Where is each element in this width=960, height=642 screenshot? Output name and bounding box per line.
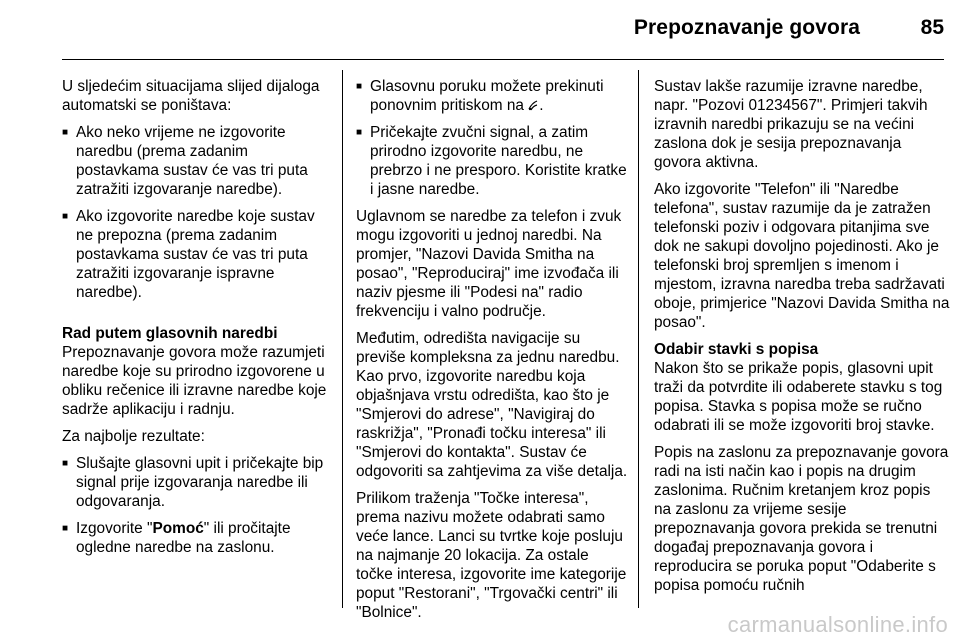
list-item [356, 123, 628, 199]
list-item [62, 123, 334, 199]
list-item-text [370, 77, 628, 115]
section-heading: Odabir stavki s popisa [654, 341, 819, 358]
paragraph: Prilikom traženja "Točke interesa", prema nazivu možete odabrati samo veće lance. Lanci su tvrtke koje posluju na najmanje 20 lokacija. Za ostale točke interesa, izgovorite ime kategorije poput "Restorani", "Trgovački centri" ili "Bolnice". [356, 490, 627, 621]
page-title: Prepoznavanje govora [633, 16, 860, 39]
voice-button-icon [528, 98, 539, 113]
column-3 [654, 77, 950, 612]
paragraph: Nakon što se prikaže popis, glasovni upit traži da potvrdite ili odaberete stavku s tog popisa. Stavka s popisa može se ručno odabrati ili se može izgovoriti broj stavke. [654, 360, 943, 434]
bullet-icon: ■ [62, 211, 69, 222]
page-number: 85 [920, 16, 944, 39]
list-item [62, 519, 334, 557]
list-item-text: Slušajte glasovni upit i pričekajte bip signal prije izgovaranja naredbe ili odgovaranja. [76, 455, 324, 510]
paragraph: Uglavnom se naredbe za telefon i zvuk mogu izgovoriti u jednoj naredbi. Na promjer, "Nazovi Davida Smitha na posao", "Reproduciraj" ime izvođača ili naziv pjesme ili "Podesi na" radio frekvenciju i valno područje. [356, 208, 622, 320]
paragraph: Ako izgovorite "Telefon" ili "Naredbe telefona", sustav razumije da je zatražen telefonski poziv i odgovara pitanjima sve dok ne sakupi dovoljno pojedinosti. Ako je telefonski broj spremljen s imenom i mjestom, izravna naredba treba sadržavati oboje, primjerice "Nazovi Davida Smitha na posao". [654, 181, 950, 331]
list-item [62, 207, 334, 302]
watermark: carmanualsonline.info [727, 612, 948, 637]
list-item-text [76, 519, 334, 557]
column-2 [356, 77, 628, 621]
paragraph: Popis na zaslonu za prepoznavanje govora radi na isti način kao i popis na drugim zaslonima. Ručnim kretanjem kroz popis na zaslonu za vrijeme sesije prepoznavanja govora prekida se trenutni događaj prepoznavanja govora i reproducira se poruka poput "Odaberite s popisa pomoću ručnih [654, 444, 949, 594]
paragraph: Prepoznavanje govora može razumjeti naredbe koje su prirodno izgovorene u obliku rečenice ili izravne naredbe koje sadrže aplikaciju i radnju. [62, 344, 327, 418]
list-item-text: Ako izgovorite naredbe koje sustav ne prepozna (prema zadanim postavkama sustav će vas tri puta zatražiti izgovaranje ispravne naredbe). [76, 208, 315, 301]
bullet-icon: ■ [62, 523, 69, 534]
text-fragment: Izgovorite " [76, 520, 153, 537]
bullet-icon: ■ [62, 127, 69, 138]
section-heading: Rad putem glasovnih naredbi [62, 325, 278, 342]
text-fragment: . [539, 97, 544, 114]
bullet-icon: ■ [62, 458, 69, 469]
list-item-text: Ako neko vrijeme ne izgovorite naredbu (prema zadanim postavkama sustav će vas tri puta zatražiti izgovaranje naredbe). [76, 124, 308, 198]
bullet-icon: ■ [356, 81, 363, 92]
paragraph: Za najbolje rezultate: [62, 428, 205, 445]
text-fragment: " ili pročitajte ogledne naredbe na zaslonu. [76, 520, 291, 556]
intro-paragraph: U sljedećim situacijama slijed dijaloga automatski se poništava: [62, 78, 320, 114]
paragraph: Međutim, odredišta navigacije su previše kompleksna za jednu naredbu. Kao prvo, izgovorite naredbu koja objašnjava vrstu odredišta, kao što je "Smjerovi do adrese", "Navigiraj do raskrižja", "Pronađi točku interesa" ili "Smjerovi do kontakta". Sustav će odgovoriti sa zahtjevima za više detalja. [356, 330, 628, 480]
list-item [356, 77, 628, 115]
bullet-icon: ■ [356, 127, 363, 138]
list-item [62, 454, 334, 511]
text-fragment: Glasovnu poruku možete prekinuti ponovnim pritiskom na [370, 78, 604, 114]
column-divider-2 [638, 70, 639, 608]
paragraph: Sustav lakše razumije izravne naredbe, napr. "Pozovi 01234567". Primjeri takvih izravnih naredbi prikazuju se na većini zaslona dok je sesija prepoznavanja govora aktivna. [654, 78, 928, 171]
list-item-text: Pričekajte zvučni signal, a zatim prirodno izgovorite naredbu, ne prebrzo i ne presporo. Koristite kratke i jasne naredbe. [370, 124, 627, 198]
column-1 [62, 77, 334, 612]
bold-term: Pomoć [152, 520, 204, 537]
column-divider-1 [342, 70, 343, 608]
header-divider [62, 59, 944, 60]
